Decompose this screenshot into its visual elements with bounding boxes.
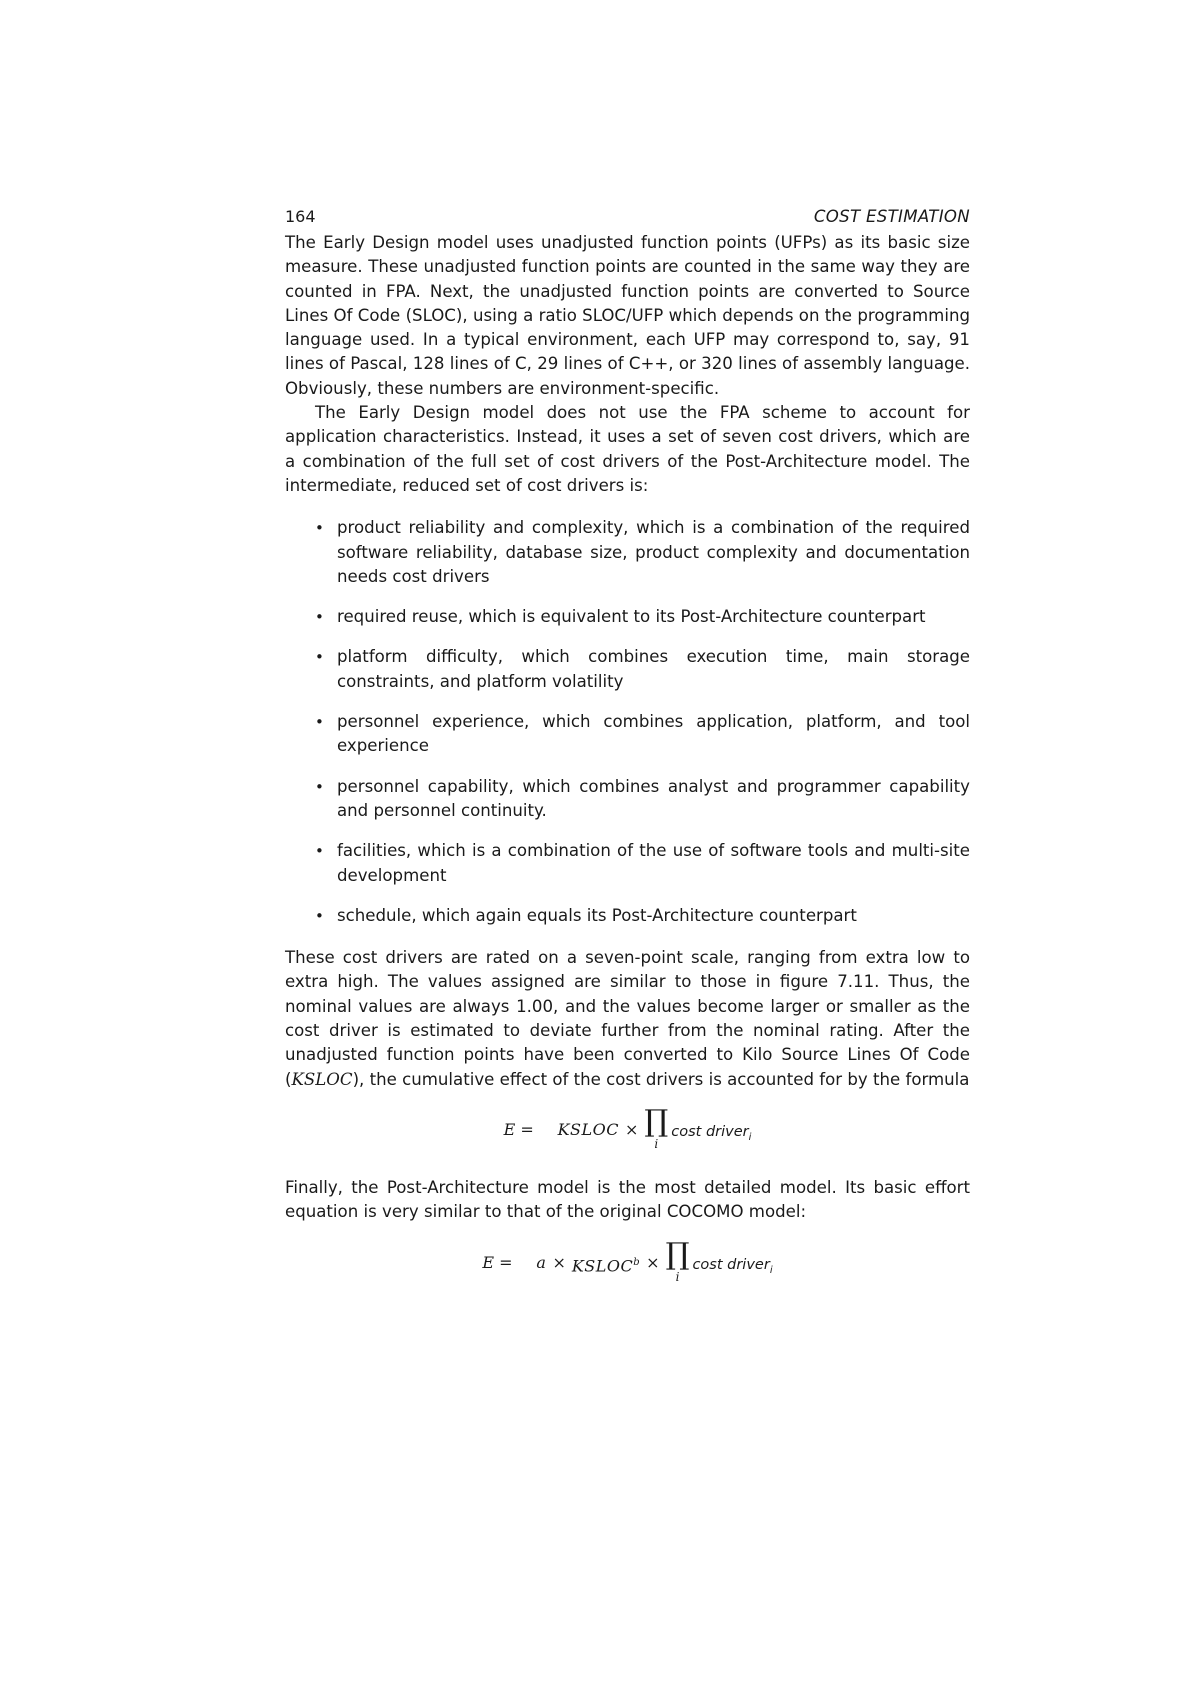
list-item <box>285 605 970 629</box>
ksloc-label: KSLOC <box>571 1255 634 1275</box>
bullet-icon: • <box>315 713 324 732</box>
product-index: i <box>675 1269 680 1284</box>
running-header <box>285 205 970 231</box>
paragraph-rating-scale <box>285 946 970 1092</box>
paragraph-text: These cost drivers are rated on a seven-point scale, ranging from extra low to extra high. The values assigned are similar to those in figure 7.11. Thus, the nominal values are always 1.00, and the values become larger or smaller as the cost driver is estimated to deviate further from the nominal rating. After the unadjusted function points have been converted to Kilo Source Lines Of Code ( <box>285 948 970 1089</box>
list-item-text: facilities, which is a combination of the use of software tools and multi-site development <box>337 841 970 885</box>
paragraph-post-architecture: Finally, the Post-Architecture model is the most detailed model. Its basic effort equation is very similar to that of the original COCOMO model: <box>285 1177 970 1222</box>
cost-driver-list <box>285 516 970 928</box>
equation-lhs: E = <box>503 1119 534 1139</box>
chapter-title: COST ESTIMATION <box>813 207 970 226</box>
cost-driver-subscript: i <box>748 1131 752 1143</box>
list-item <box>285 516 970 589</box>
times-symbol: × <box>552 1252 566 1272</box>
list-item <box>285 645 970 694</box>
equation-lhs: E = <box>482 1252 513 1272</box>
list-item-text: personnel capability, which combines analyst and programmer capability and personnel continuity. <box>337 776 970 820</box>
paragraph-early-design-size: The Early Design model uses unadjusted function points (UFPs) as its basic size measure. These unadjusted function points are counted in the same way they are counted in FPA. Next, the unadjusted function points are converted to Source Lines Of Code (SLOC), using a ratio SLOC/UFP which depends on the programming language used. In a typical environment, each UFP may correspond to, say, 91 lines of Pascal, 128 lines of C, 29 lines of C++, or 320 lines of assembly language. Obviously, these numbers are environment-specific. <box>285 233 970 398</box>
list-item <box>285 710 970 759</box>
product-symbol: ∏ <box>665 1236 690 1272</box>
cost-driver-label: cost driver <box>671 1123 749 1140</box>
document-page <box>285 205 970 1309</box>
product-symbol: ∏ <box>644 1103 669 1139</box>
page-number: 164 <box>285 207 316 226</box>
list-item <box>285 839 970 888</box>
equation-ksloc: KSLOC <box>557 1119 619 1139</box>
paragraph-early-design-drivers: The Early Design model does not use the FPA scheme to account for application characteristics. Instead, it uses a set of seven cost drivers, which are a combination of the full set of cost drivers of the Post-Architecture model. The intermediate, reduced set of cost drivers is: <box>285 403 970 495</box>
product-index: i <box>654 1136 659 1151</box>
cost-driver-label: cost driver <box>692 1256 770 1273</box>
paragraph-text: ), the cumulative effect of the cost drivers is accounted for by the formula <box>352 1069 970 1089</box>
list-item <box>285 904 970 928</box>
list-item-text: product reliability and complexity, which is a combination of the required software reliability, database size, product complexity and documentation needs cost drivers <box>337 518 970 586</box>
bullet-icon: • <box>315 608 324 627</box>
equation-exponent: b <box>633 1256 641 1268</box>
list-item-text: required reuse, which is equivalent to its Post-Architecture counterpart <box>337 607 926 627</box>
list-item-text: schedule, which again equals its Post-Architecture counterpart <box>337 905 857 925</box>
list-item-text: platform difficulty, which combines execution time, main storage constraints, and platform volatility <box>337 647 970 691</box>
bullet-icon: • <box>315 906 324 925</box>
equation-ksloc <box>572 1251 640 1279</box>
bullet-icon: • <box>315 842 324 861</box>
product-operator <box>665 1236 690 1284</box>
bullet-icon: • <box>315 777 324 796</box>
times-symbol: × <box>624 1119 639 1139</box>
equation-early-design-effort <box>285 1103 970 1166</box>
equation-cost-driver <box>671 1120 751 1150</box>
bullet-icon: • <box>315 648 324 667</box>
product-operator <box>644 1103 669 1151</box>
bullet-icon: • <box>315 519 324 538</box>
inline-math-ksloc: KSLOC <box>291 1069 353 1089</box>
cost-driver-subscript: i <box>769 1264 773 1276</box>
equation-coefficient: a <box>536 1252 547 1272</box>
equation-post-architecture-effort <box>285 1236 970 1299</box>
equation-cost-driver <box>692 1253 772 1283</box>
list-item <box>285 775 970 824</box>
list-item-text: personnel experience, which combines application, platform, and tool experience <box>337 712 970 756</box>
times-symbol: × <box>646 1252 660 1272</box>
